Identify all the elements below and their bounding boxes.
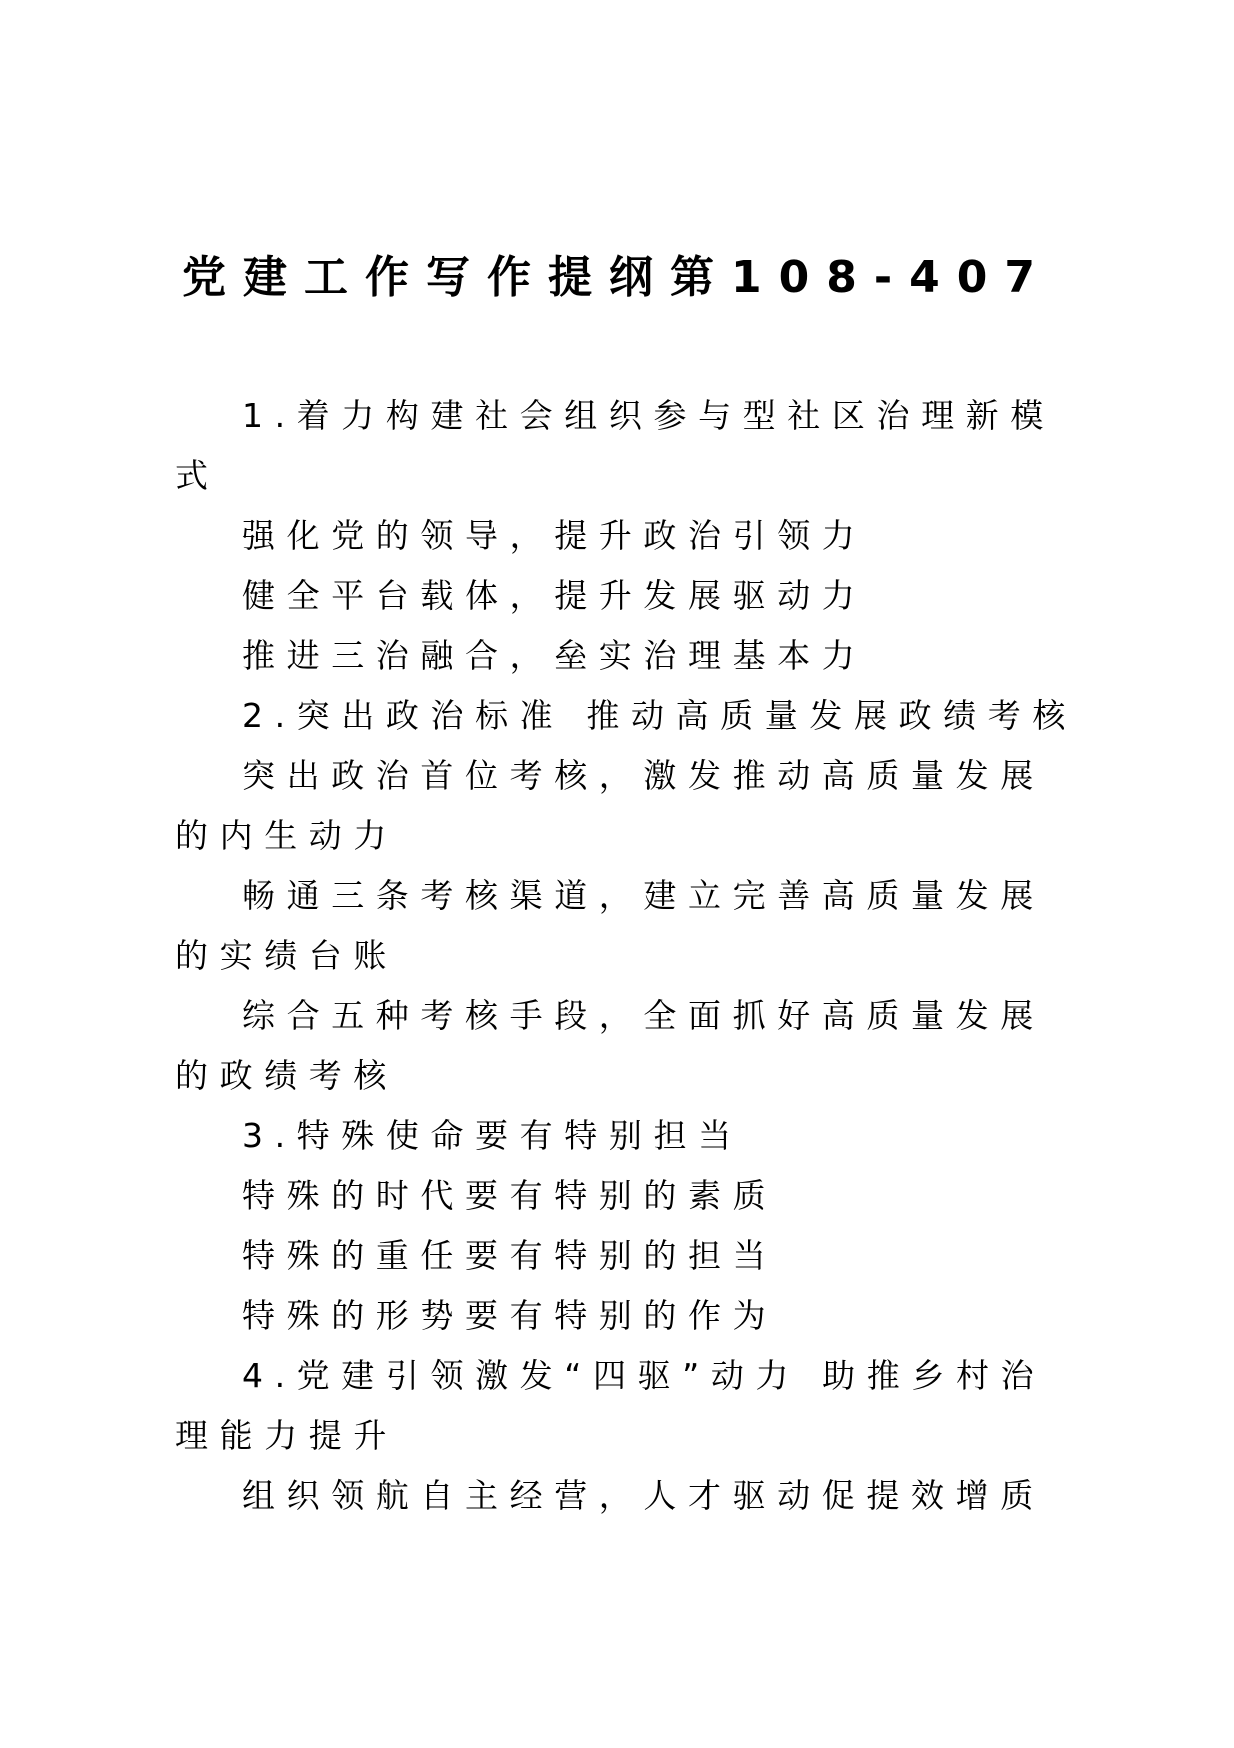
section-1-heading: 1.着力构建社会组织参与型社区治理新模 (242, 396, 1055, 435)
section-3-point-2: 特殊的重任要有特别的担当 (242, 1236, 778, 1275)
section-1-point-1: 强化党的领导，提升政治引领力 (242, 516, 867, 555)
section-1-heading-continuation: 式 (175, 456, 220, 495)
section-1-point-2: 健全平台载体，提升发展驱动力 (242, 576, 867, 615)
section-4-heading-continuation: 理能力提升 (175, 1416, 398, 1455)
section-4-point-1: 组织领航自主经营，人才驱动促提效增质 (242, 1476, 1045, 1515)
section-3-point-1: 特殊的时代要有特别的素质 (242, 1176, 778, 1215)
section-3-point-3: 特殊的形势要有特别的作为 (242, 1296, 778, 1335)
section-2-point-3: 综合五种考核手段，全面抓好高质量发展 (242, 996, 1045, 1035)
section-1-point-3: 推进三治融合，垒实治理基本力 (242, 636, 867, 675)
section-2-point-1-continuation: 的内生动力 (175, 816, 398, 855)
document-body (175, 386, 1077, 1526)
section-3-heading: 3.特殊使命要有特别担当 (242, 1116, 743, 1155)
document-title: 党建工作写作提纲第108-407 (182, 252, 1052, 303)
section-2-heading: 2.突出政治标准 推动高质量发展政绩考核 (242, 696, 1077, 735)
section-2-point-2-continuation: 的实绩台账 (175, 936, 398, 975)
section-2-point-3-continuation: 的政绩考核 (175, 1056, 398, 1095)
section-4-heading: 4.党建引领激发“四驱”动力 助推乡村治 (242, 1356, 1046, 1395)
section-2-point-1: 突出政治首位考核，激发推动高质量发展 (242, 756, 1045, 795)
section-2-point-2: 畅通三条考核渠道，建立完善高质量发展 (242, 876, 1045, 915)
